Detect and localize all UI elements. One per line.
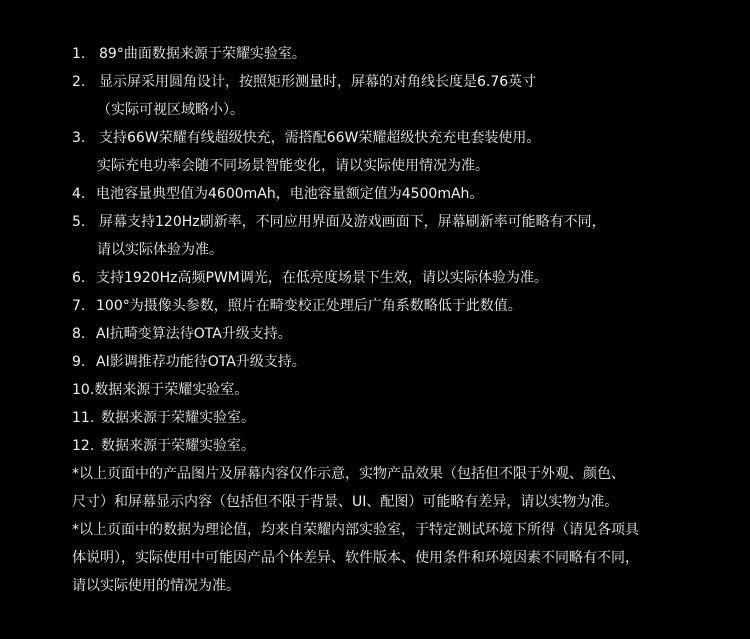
footnote-text: 100°为摄像头参数，照片在畸变校正处理后广角系数略低于此数值。	[96, 298, 522, 314]
footnote-text: 电池容量典型值为4600mAh，电池容量额定值为4500mAh。	[96, 186, 484, 202]
disclaimer-1-line-2: 尺寸）和屏幕显示内容（包括但不限于背景、UI、配图）可能略有差异，请以实物为准。	[72, 494, 619, 510]
footnote-10	[72, 376, 732, 404]
footnote-text: 支持1920Hz高频PWM调光，在低亮度场景下生效，请以实际体验为准。	[96, 270, 548, 286]
footnote-11	[72, 404, 732, 432]
footnote-number: 8.	[72, 326, 86, 342]
footnote-5	[72, 208, 732, 236]
footnote-1	[72, 40, 732, 68]
footnote-number: 2.	[72, 74, 86, 90]
footnote-3-continued: 实际充电功率会随不同场景智能变化，请以实际使用情况为准。	[97, 158, 489, 174]
footnote-3	[72, 124, 732, 152]
footnotes-list	[72, 40, 732, 600]
footnote-8	[72, 320, 732, 348]
disclaimer-2-line-2: 体说明），实际使用中可能因产品个体差异、软件版本、使用条件和环境因素不同略有不同，	[72, 550, 639, 566]
footnote-text: AI影调推荐功能待OTA升级支持。	[96, 354, 306, 370]
footnote-text: 数据来源于荣耀实验室。	[94, 382, 249, 398]
footnote-number: 10.	[72, 382, 95, 398]
footnote-2	[72, 68, 732, 96]
footnote-number: 11.	[72, 410, 95, 426]
footnote-number: 4.	[72, 186, 86, 202]
footnote-number: 12.	[72, 438, 95, 454]
footnote-number: 5.	[72, 214, 86, 230]
footnote-text: 显示屏采用圆角设计，按照矩形测量时，屏幕的对角线长度是6.76英寸	[99, 74, 537, 90]
footnote-number: 6.	[72, 270, 86, 286]
footnote-text: AI抗畸变算法待OTA升级支持。	[96, 326, 292, 342]
footnote-text: 89°曲面数据来源于荣耀实验室。	[99, 46, 306, 62]
disclaimer-2-line-3: 请以实际使用的情况为准。	[72, 578, 240, 594]
footnote-9	[72, 348, 732, 376]
footnote-number: 7.	[72, 298, 86, 314]
footnote-5-continued: 请以实际体验为准。	[97, 242, 223, 258]
footnote-12	[72, 432, 732, 460]
footnote-number: 3.	[72, 130, 86, 146]
footnote-text: 支持66W荣耀有线超级快充，需搭配66W荣耀超级快充充电套装使用。	[99, 130, 541, 146]
footnote-2-continued: （实际可视区域略小）。	[97, 102, 244, 118]
footnote-7	[72, 292, 732, 320]
footnote-number: 1.	[72, 46, 86, 62]
footnote-text: 屏幕支持120Hz刷新率，不同应用界面及游戏画面下，屏幕刷新率可能略有不同，	[99, 214, 606, 230]
footnote-text: 数据来源于荣耀实验室。	[101, 410, 255, 426]
footnote-text: 数据来源于荣耀实验室。	[101, 438, 255, 454]
disclaimer-1-line-1: *以上页面中的产品图片及屏幕内容仅作示意，实物产品效果（包括但不限于外观、颜色、	[72, 466, 625, 482]
footnote-4	[72, 180, 732, 208]
footnote-number: 9.	[72, 354, 86, 370]
disclaimer-2-line-1: *以上页面中的数据为理论值，均来自荣耀内部实验室，于特定测试环境下所得（请见各项具	[72, 522, 639, 538]
footnote-6	[72, 264, 732, 292]
